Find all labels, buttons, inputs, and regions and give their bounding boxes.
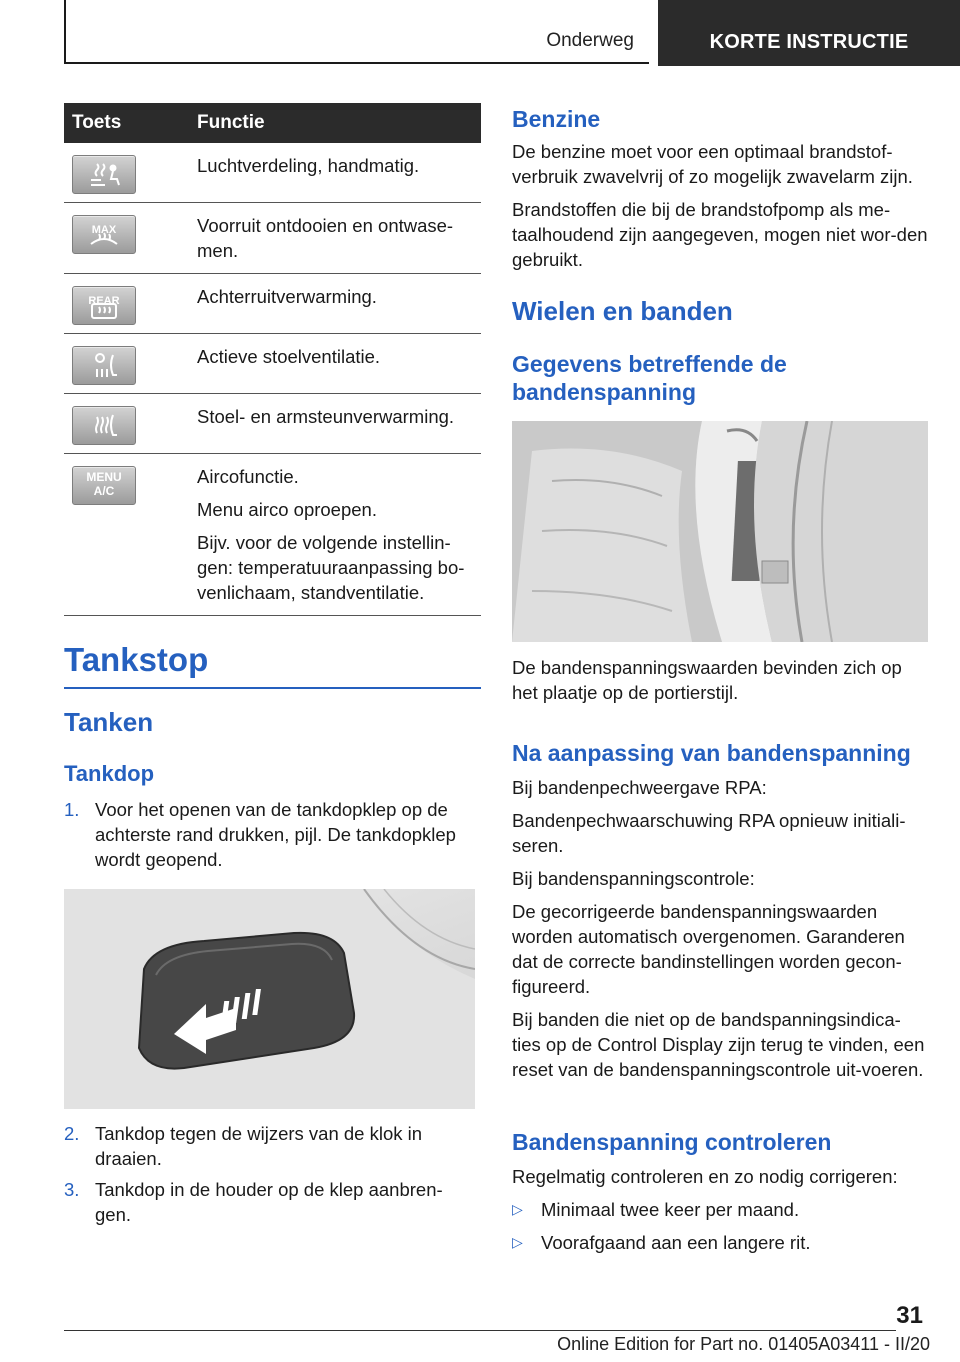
function-text: Luchtverdeling, handmatig. — [197, 155, 420, 176]
table-header-function: Functie — [185, 103, 481, 143]
table-row — [64, 334, 481, 394]
header-rule-vertical — [64, 0, 66, 64]
step-text: Tankdop tegen de wijzers van de klok in draaien. — [95, 1123, 423, 1169]
bullet-triangle-icon: ▷ — [512, 1234, 523, 1250]
check-text: Regelmatig controleren en zo nodig corrigeren: — [512, 1166, 898, 1187]
control-label: Bij bandenspanningscontrole: — [512, 868, 755, 889]
key-function-table — [64, 103, 481, 616]
benzine-text-1: De benzine moet voor een optimaal brandstof-verbruik zwavelvrij of zo mogelijk zwavelarm zijn. — [512, 141, 913, 187]
list-item — [64, 797, 481, 873]
table-row — [64, 274, 481, 334]
function-text: Menu airco oproepen. — [197, 499, 377, 520]
header-rule-bottom — [64, 62, 649, 64]
bullet-triangle-icon: ▷ — [512, 1201, 523, 1217]
benzine-title: Benzine — [512, 106, 601, 132]
key-label-ac: A/C — [93, 484, 115, 498]
chapter-title: Tankstop — [64, 641, 481, 689]
step-text: Tankdop in de houder op de klep aanbren-gen. — [95, 1179, 443, 1225]
after-adjust-title: Na aanpassing van bandenspanning — [512, 740, 911, 766]
step-number: 2. — [64, 1123, 80, 1144]
footer-rule — [64, 1330, 896, 1331]
pressure-data-title: Gegevens betreffende de bandenspanning — [512, 351, 787, 405]
page-number: 31 — [896, 1302, 923, 1329]
list-item — [64, 1177, 481, 1227]
table-row — [64, 394, 481, 454]
bullet-text: Minimaal twee keer per maand. — [541, 1199, 800, 1220]
air-distribution-icon — [72, 155, 136, 194]
control-text: De gecorrigeerde bandenspanningswaarden worden automatisch overgenomen. Garanderen dat de correcte bandinstellingen worden gecon-figureerd. — [512, 901, 905, 997]
seat-heating-icon — [72, 406, 136, 445]
key-label: REAR — [88, 295, 120, 307]
list-item — [512, 1230, 928, 1255]
max-defrost-icon — [72, 215, 136, 254]
table-row — [64, 454, 481, 616]
door-pillar-illustration — [512, 421, 928, 642]
function-text: Bijv. voor de volgende instellin-gen: temperatuuraanpassing bo-venlichaam, standventilatie. — [197, 532, 465, 603]
door-caption: De bandenspanningswaarden bevinden zich op het plaatje op de portierstijl. — [512, 657, 902, 703]
function-text: Stoel- en armsteunverwarming. — [197, 406, 455, 427]
check-title: Bandenspanning controleren — [512, 1129, 832, 1155]
header-tab[interactable]: KORTE INSTRUCTIE — [658, 0, 960, 66]
step-number: 1. — [64, 799, 80, 820]
function-text: Aircofunctie. — [197, 466, 299, 487]
menu-ac-icon — [72, 466, 136, 505]
table-row — [64, 143, 481, 203]
rear-window-heating-icon — [72, 286, 136, 325]
table-row — [64, 203, 481, 274]
table-header-key: Toets — [64, 103, 185, 143]
rpa-label: Bij bandenpechweergave RPA: — [512, 777, 767, 798]
seat-ventilation-icon — [72, 346, 136, 385]
key-label: MAX — [91, 224, 117, 236]
header-section-title: Onderweg — [546, 30, 634, 51]
bullet-text: Voorafgaand aan een langere rit. — [541, 1232, 811, 1253]
benzine-text-2: Brandstoffen die bij de brandstofpomp als me-taalhoudend zijn aangegeven, mogen niet wor-den gebruikt. — [512, 199, 928, 270]
function-text: Voorruit ontdooien en ontwase-men. — [197, 215, 454, 261]
section-title: Tanken — [64, 707, 154, 737]
step-number: 3. — [64, 1179, 80, 1200]
step-text: Voor het openen van de tankdopklep op de achterste rand drukken, pijl. De tankdopklep wordt geopend. — [95, 799, 456, 870]
footer-edition: Online Edition for Part no. 01405A03411 - II/20 — [557, 1334, 930, 1354]
key-label-menu: MENU — [86, 470, 122, 484]
function-text: Achterruitverwarming. — [197, 286, 377, 307]
list-item — [512, 1197, 928, 1222]
wheels-title: Wielen en banden — [512, 296, 733, 326]
rpa-text: Bandenpechwaarschuwing RPA opnieuw initiali-seren. — [512, 810, 906, 856]
function-text: Actieve stoelventilatie. — [197, 346, 381, 367]
fuel-cap-illustration — [64, 889, 475, 1109]
list-item — [64, 1121, 481, 1171]
subsection-title: Tankdop — [64, 761, 155, 786]
left-column — [64, 103, 481, 1225]
tires-text: Bij banden die niet op de bandspanningsindica-ties op de Control Display zijn terug te vinden, een reset van de bandenspanningscontrole uit-voeren. — [512, 1009, 925, 1080]
